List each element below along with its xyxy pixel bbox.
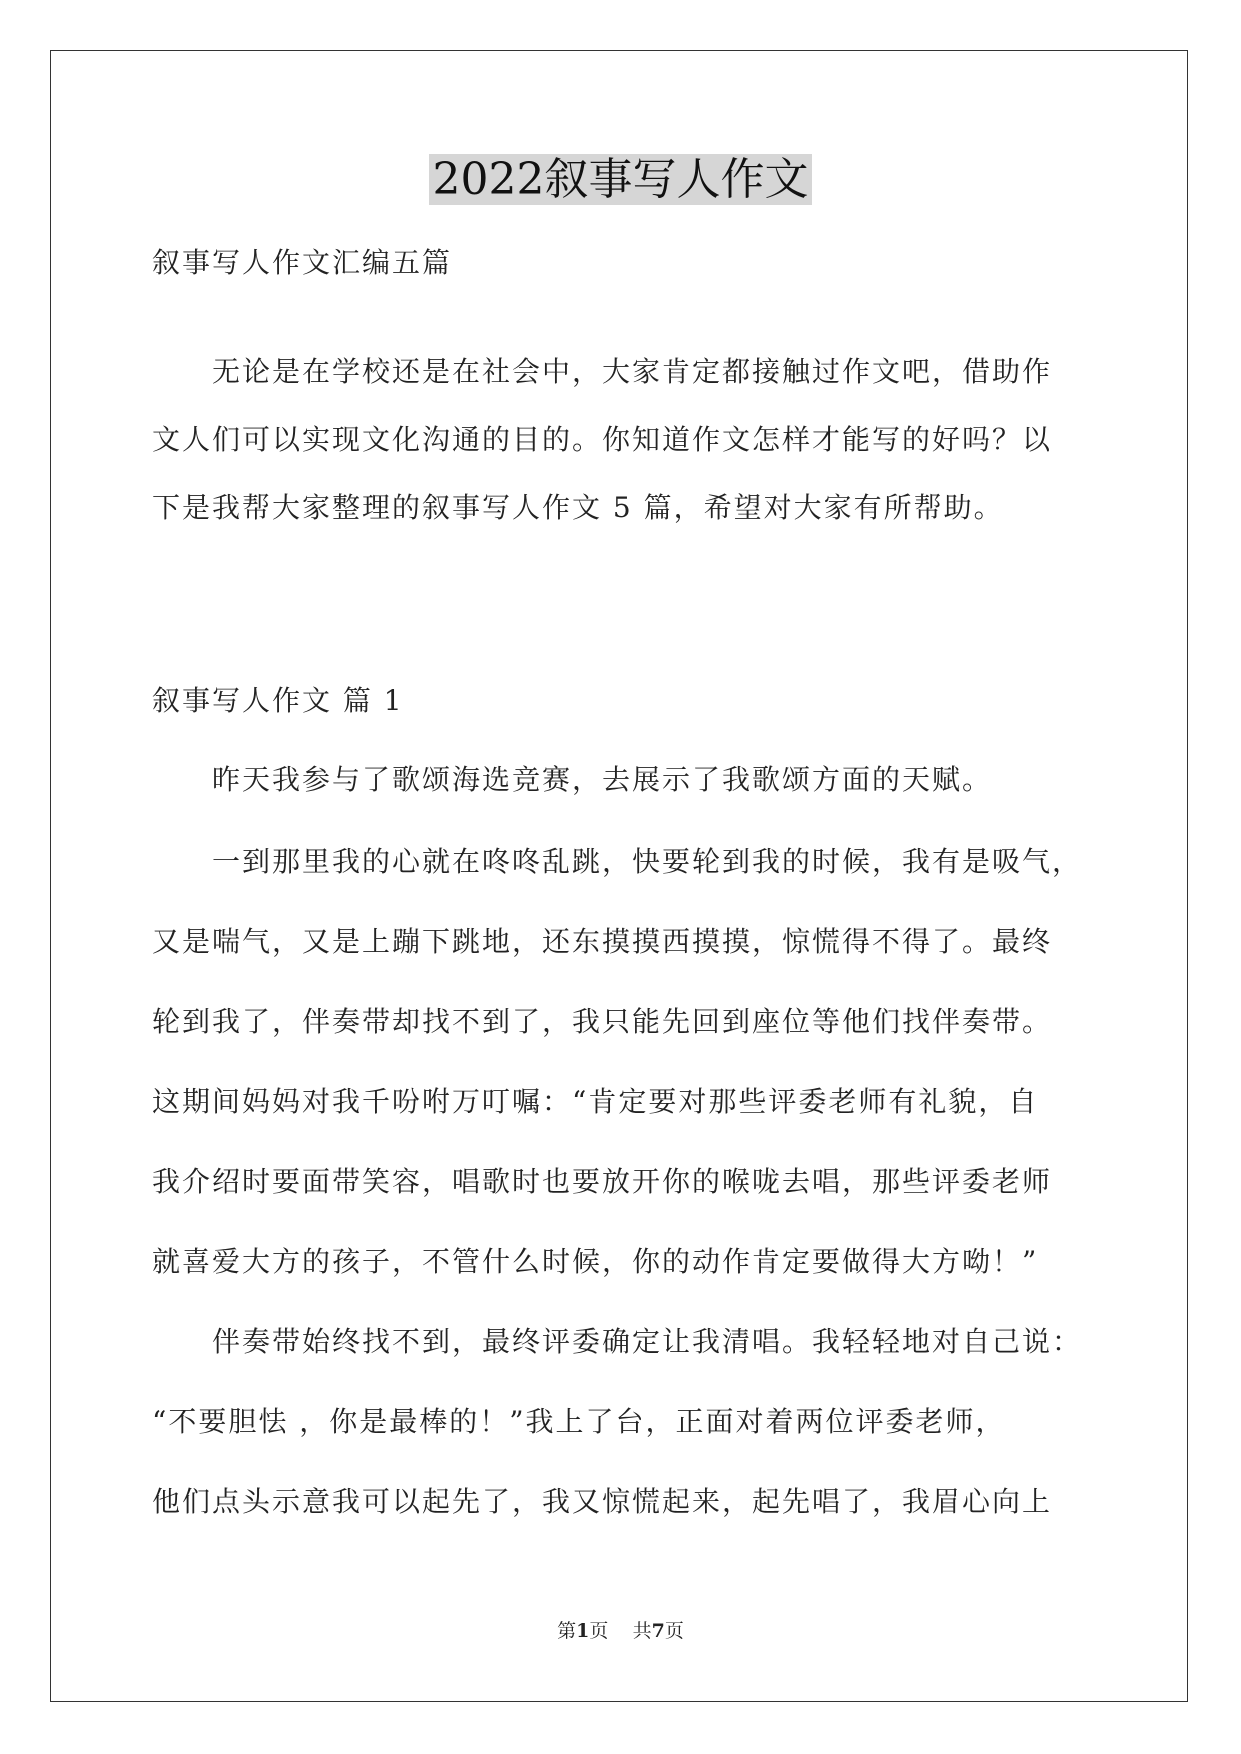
body-line: 就喜爱大方的孩子，不管什么时候，你的动作肯定要做得大方呦！” — [152, 1245, 1039, 1278]
total-page-count: 7 — [651, 1620, 665, 1642]
intro-line: 无论是在学校还是在社会中，大家肯定都接触过作文吧，借助作 — [212, 355, 1053, 388]
footer-prefix: 第 — [557, 1620, 577, 1642]
section-heading: 叙事写人作文 篇 1 — [152, 684, 404, 717]
body-line: 这期间妈妈对我千吩咐万叮嘱：“肯定要对那些评委老师有礼貌，自 — [152, 1085, 1039, 1118]
body-line: 又是喘气，又是上蹦下跳地，还东摸摸西摸摸，惊慌得不得了。最终 — [152, 925, 1053, 958]
page-footer — [0, 1616, 1241, 1646]
document-subtitle: 叙事写人作文汇编五篇 — [152, 246, 453, 279]
intro-line: 文人们可以实现文化沟通的目的。你知道作文怎样才能写的好吗？以 — [152, 423, 1053, 456]
footer-total-prefix: 共 — [632, 1620, 652, 1642]
document-title-text: 2022叙事写人作文 — [429, 154, 813, 205]
body-line: “不要胆怯 ，你是最棒的！”我上了台，正面对着两位评委老师， — [152, 1405, 1006, 1438]
intro-line: 下是我帮大家整理的叙事写人作文 5 篇，希望对大家有所帮助。 — [152, 491, 1004, 524]
body-line: 一到那里我的心就在咚咚乱跳，快要轮到我的时候，我有是吸气， — [212, 845, 1083, 878]
intro-paragraph — [152, 338, 1092, 542]
body-text — [152, 746, 1092, 1536]
body-line: 伴奏带始终找不到，最终评委确定让我清唱。我轻轻地对自己说： — [212, 1325, 1083, 1358]
subtitle-block — [152, 229, 1092, 297]
body-line: 我介绍时要面带笑容，唱歌时也要放开你的喉咙去唱，那些评委老师 — [152, 1165, 1053, 1198]
footer-total-suffix: 页 — [664, 1620, 684, 1642]
footer-page-suffix: 页 — [589, 1620, 609, 1642]
body-line: 他们点头示意我可以起先了，我又惊慌起来，起先唱了，我眉心向上 — [152, 1485, 1053, 1518]
body-line: 轮到我了，伴奏带却找不到了，我只能先回到座位等他们找伴奏带。 — [152, 1005, 1053, 1038]
document-title — [0, 150, 1241, 210]
current-page-number: 1 — [576, 1620, 590, 1642]
body-line: 昨天我参与了歌颂海选竞赛，去展示了我歌颂方面的天赋。 — [212, 763, 993, 796]
section-heading-block — [152, 667, 1092, 735]
